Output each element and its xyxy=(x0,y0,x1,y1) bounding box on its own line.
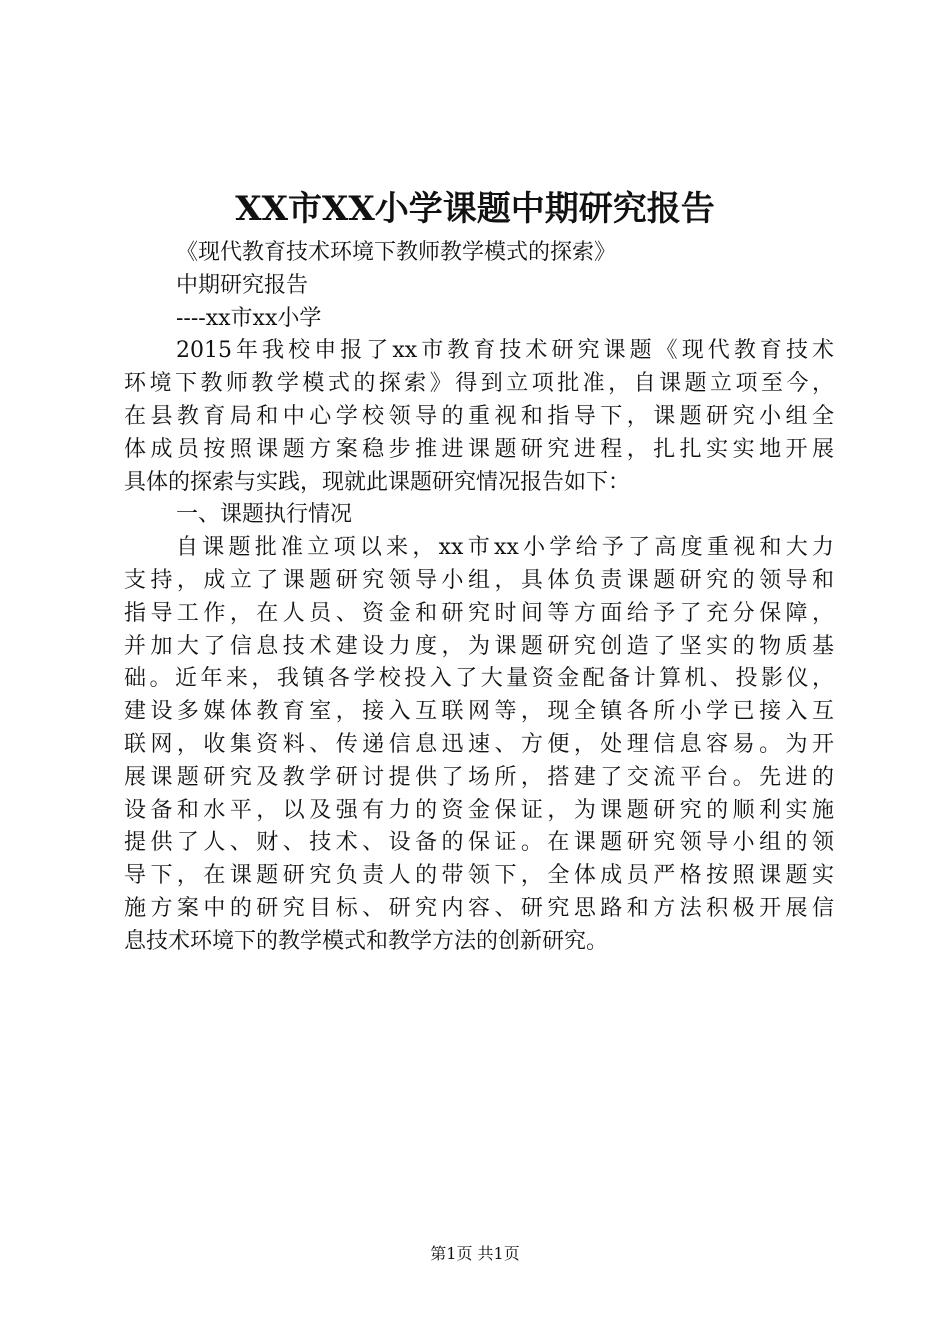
paragraph1-line: 在县教育局和中心学校领导的重视和指导下，课题研究小组全 xyxy=(124,403,834,429)
section1-heading: 一、课题执行情况 xyxy=(176,502,353,528)
paragraph2-line: 指导工作，在人员、资金和研究时间等方面给予了充分保障， xyxy=(124,600,834,626)
paragraph2-line: 展课题研究及教学研讨提供了场所，搭建了交流平台。先进的 xyxy=(124,764,834,790)
paragraph2-line: 设备和水平，以及强有力的资金保证，为课题研究的顺利实施 xyxy=(124,797,834,823)
paragraph2-line: 息技术环境下的教学模式和教学方法的创新研究。 xyxy=(124,928,609,954)
paragraph2-line: 并加大了信息技术建设力度，为课题研究创造了坚实的物质基 xyxy=(124,633,834,659)
paragraph2-line: 施方案中的研究目标、研究内容、研究思路和方法积极开展信 xyxy=(124,895,834,921)
paragraph2-line: 支持，成立了课题研究领导小组，具体负责课题研究的领导和 xyxy=(124,567,834,593)
page-footer: 第1页 共1页 xyxy=(430,1244,520,1263)
paragraph2-line: 提供了人、财、技术、设备的保证。在课题研究领导小组的领 xyxy=(124,830,834,856)
paragraph1-line: 具体的探索与实践，现就此课题研究情况报告如下： xyxy=(124,469,631,495)
author-line: ----xx市xx小学 xyxy=(176,305,322,331)
report-type-line: 中期研究报告 xyxy=(176,272,309,298)
paragraph2-line: 联网，收集资料、传递信息迅速、方便，处理信息容易。为开 xyxy=(124,731,834,757)
paragraph1-line: 环境下教师教学模式的探索》得到立项批准，自课题立项至今， xyxy=(124,371,834,397)
paragraph2-line: 建设多媒体教育室，接入互联网等，现全镇各所小学已接入互 xyxy=(124,699,834,725)
paragraph1-line: 2015年我校申报了xx市教育技术研究课题《现代教育技术 xyxy=(176,338,834,364)
document-title: XX市XX小学课题中期研究报告 xyxy=(235,189,715,229)
subtitle-line: 《现代教育技术环境下教师教学模式的探索》 xyxy=(176,240,617,265)
paragraph2-line: 自课题批准立项以来，xx市xx小学给予了高度重视和大力 xyxy=(176,535,834,561)
paragraph2-line: 础。近年来，我镇各学校投入了大量资金配备计算机、投影仪， xyxy=(124,666,834,692)
paragraph1-line: 体成员按照课题方案稳步推进课题研究进程，扎扎实实地开展 xyxy=(124,436,834,462)
document-body xyxy=(124,237,834,959)
paragraph2-line: 导下，在课题研究负责人的带领下，全体成员严格按照课题实 xyxy=(124,863,834,889)
